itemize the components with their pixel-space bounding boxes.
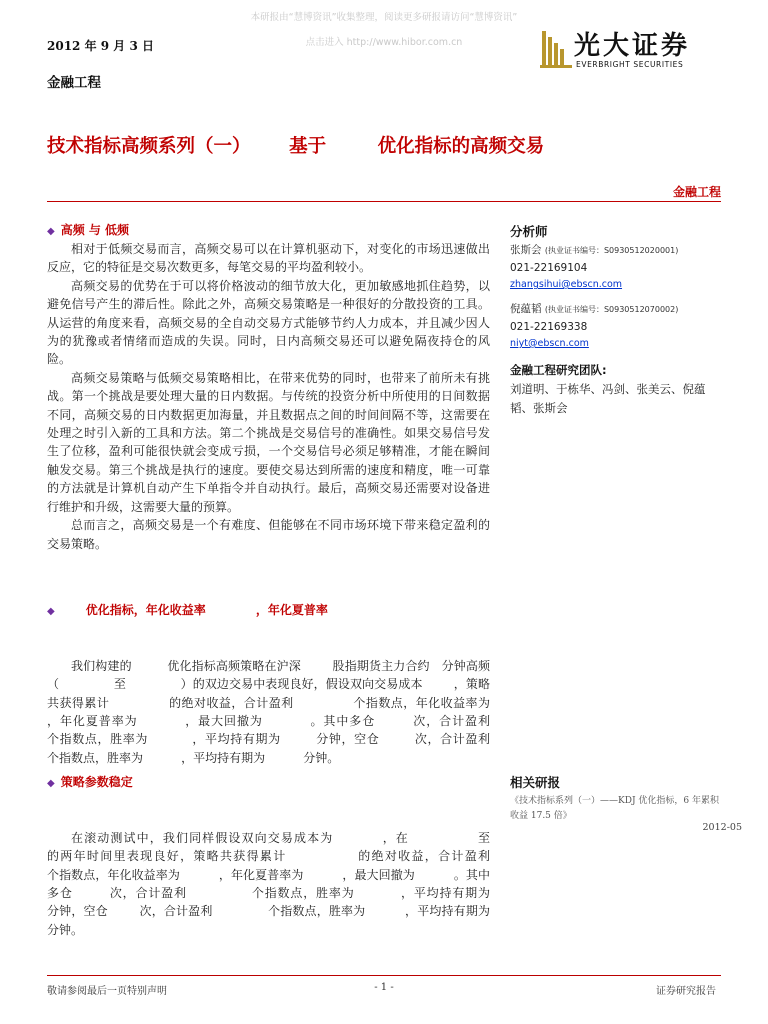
logo-name-en: EVERBRIGHT SECURITIES bbox=[576, 60, 684, 69]
page-number: - 1 - bbox=[374, 982, 394, 993]
section-body-3 bbox=[47, 792, 544, 958]
analyst-cert: (执业证书编号：S0930512070002) bbox=[544, 305, 679, 314]
report-date: 2012 年 9 月 3 日 bbox=[47, 39, 154, 53]
analyst-phone: 021-22169104 bbox=[510, 261, 588, 274]
analyst-cert: (执业证书编号：S0930512020001) bbox=[544, 246, 679, 255]
related-report-link[interactable]: 《技术指标系列（一）——KDJ 优化指标，6 年累积收益 17.5 倍》 bbox=[510, 796, 719, 821]
paragraph: 在滚动测试中，我们同样假设双向交易成本为 ，在 至 的两年时间里表现良好，策略共获得累计 的绝对收益，合计盈利 个指数点，年化收益率为 ，年化夏普率为 ，最大回撤为 。其中多仓 次，合计盈利 个指数点，胜率为 ，平均持有期为 分钟，空仓 次，合计盈利 个指数点，胜率为 ，平均持有期为 分钟。 bbox=[47, 830, 544, 937]
analyst-card bbox=[510, 301, 678, 353]
paragraph: 高频交易策略与低频交易策略相比，在带来优势的同时，也带来了前所未有挑战。第一个挑战是要处理大量的日内数据。与传统的投资分析中所使用的日间数据不同，高频交易的日内数据更加海量，并且数据点之间的时间间隔不等，这需要在处理之时引入新的工具和方法。第二个挑战是交易信号的准确性。如果交易信号发生了位移，盈利可能很快就会变成亏损，一个交易信号必须足够精准，才能在瞬间触发交易。第三个挑战是执行的速度。要使交易达到所需的速度和精度，唯一可靠的方法就是计算机自动产生下单指令并自动执行。最后，高频交易还需要对设备进行维护和升级，这需要大量的预算。 bbox=[47, 370, 490, 514]
diamond-bullet-icon: ◆ bbox=[47, 226, 55, 237]
footer-disclaimer: 敬请参阅最后一页特别声明 bbox=[47, 986, 167, 997]
analyst-name: 倪蕴韬 bbox=[510, 303, 542, 315]
footer-divider bbox=[47, 975, 721, 976]
analyst-name: 张斯会 bbox=[510, 244, 542, 256]
logo-name-cn: 光大证券 bbox=[574, 31, 691, 61]
analyst-email-link[interactable]: zhangsihui@ebscn.com bbox=[510, 279, 623, 290]
paragraph: 总而言之，高频交易是一个有难度、但能够在不同市场环境下带来稳定盈利的交易策略。 bbox=[47, 518, 490, 551]
footer-report-type: 证券研究报告 bbox=[656, 986, 716, 997]
team-heading: 金融工程研究团队: bbox=[510, 363, 607, 377]
diamond-bullet-icon: ◆ bbox=[47, 778, 55, 789]
analyst-email-link[interactable]: niyt@ebscn.com bbox=[510, 338, 589, 349]
section-body-2 bbox=[47, 620, 544, 786]
paragraph: 高频交易的优势在于可以将价格波动的细节放大化，更加敏感地抓住趋势，以避免信号产生的滞后性。除此之外，高频交易策略是一种很好的分散投资的工具。从运营的角度来看，高频交易的全自动交易方式能够节约人力成本，并且减少因人为的犹豫或者情绪而造成的失误。同时，日内高频交易还可以避免隔夜持仓的风险。 bbox=[47, 278, 490, 367]
section-heading-2: ◆ 优化指标，年化收益率 ，年化夏普率 bbox=[47, 603, 328, 617]
team-members: 刘道明、于栋华、冯剑、张美云、倪蕴韬、张斯会 bbox=[510, 382, 706, 415]
logo-mark-icon bbox=[540, 23, 572, 69]
header-divider bbox=[47, 201, 721, 202]
paragraph: 我们构建的 优化指标高频策略在沪深 股指期货主力合约 分钟高频（ 至 ）的双边交易中表现良好，假设双向交易成本 ，策略共获得累计 的绝对收益，合计盈利 个指数点，年化收益率为 ，年化夏普率为 ，最大回撤为 。其中多仓 次，合计盈利 个指数点，胜率为 ，平均持有期为 分钟，空仓 次，合计盈利 个指数点，胜率为 ，平均持有期为 分钟。 bbox=[47, 658, 544, 765]
section-heading-3: ◆ 策略参数稳定 bbox=[47, 775, 133, 789]
analysts-heading: 分析师 bbox=[510, 224, 548, 239]
watermark-link[interactable]: 点击进入 http://www.hibor.com.cn bbox=[305, 37, 463, 48]
right-category: 金融工程 bbox=[672, 185, 721, 199]
analyst-phone: 021-22169338 bbox=[510, 320, 588, 333]
related-report-date: 2012-05 bbox=[702, 822, 742, 833]
section-heading-1: ◆ 高频 与 低频 bbox=[47, 223, 130, 237]
analyst-card bbox=[510, 242, 678, 294]
diamond-bullet-icon: ◆ bbox=[47, 606, 55, 617]
watermark-line: 本研报由“慧博资讯”收集整理，阅读更多研报请访问“慧博资讯” bbox=[250, 12, 518, 23]
everbright-logo bbox=[538, 23, 728, 78]
related-heading: 相关研报 bbox=[510, 775, 561, 790]
report-title: 技术指标高频系列（一） 基于 优化指标的高频交易 bbox=[47, 136, 545, 157]
section-body-1 bbox=[47, 240, 490, 553]
report-category: 金融工程 bbox=[47, 75, 101, 91]
paragraph: 相对于低频交易而言，高频交易可以在计算机驱动下，对变化的市场迅速做出反应，它的特征是交易次数更多，每笔交易的平均盈利较小。 bbox=[47, 242, 490, 275]
